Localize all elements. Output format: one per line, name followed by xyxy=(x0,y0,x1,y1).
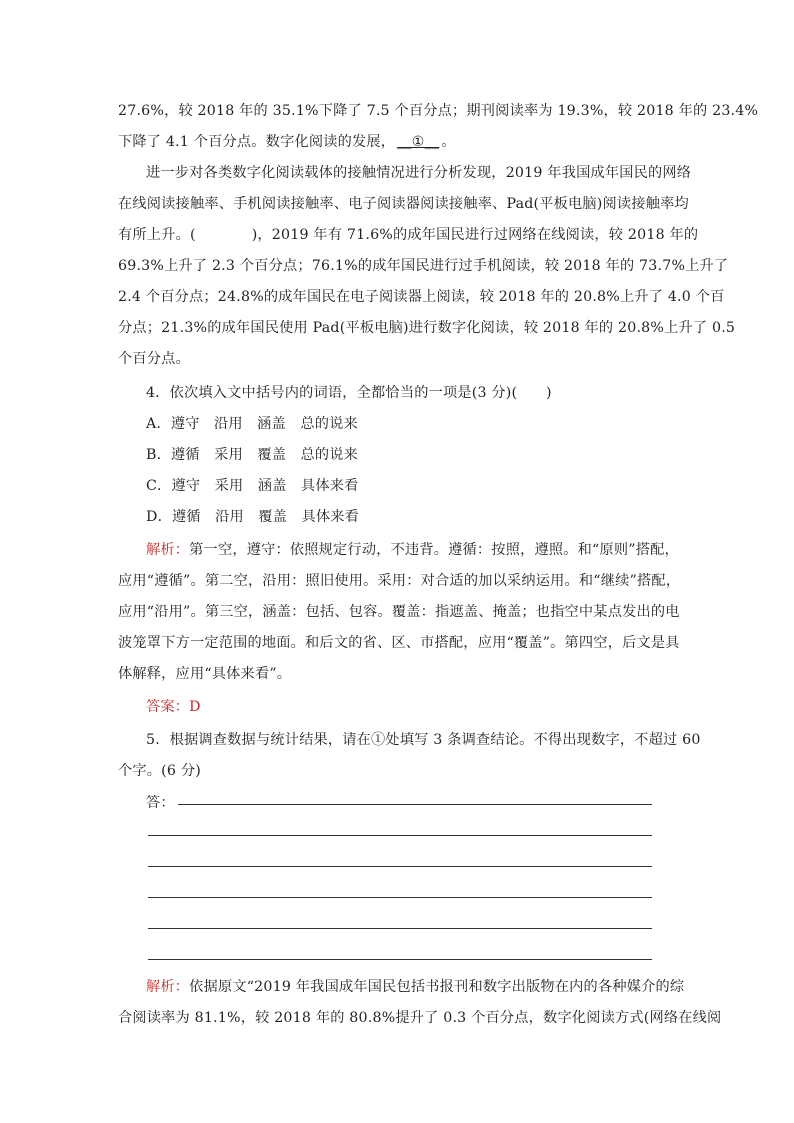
answer-prompt: 答： xyxy=(146,795,175,811)
question-4-stem: 4．依次填入文中括号内的词语，全都恰当的一项是(3 分)( ) xyxy=(146,385,552,401)
analysis-line: 体解释，应用“具体来看”。 xyxy=(118,666,292,682)
analysis-label: 解析： xyxy=(146,542,190,558)
text-line: 2.4 个百分点；24.8%的成年国民在电子阅读器上阅读，较 2018 年的 20.8%上升了 4.0 个百 xyxy=(118,289,725,305)
question-5-stem: 个字。(6 分) xyxy=(118,763,201,779)
analysis-label: 解析： xyxy=(146,979,190,995)
question-5-stem: 5．根据调查数据与统计结果，请在①处填写 3 条调查结论。不得出现数字，不超过 60 xyxy=(146,732,701,748)
answer-writing-line xyxy=(148,835,652,836)
answer-writing-line xyxy=(148,866,652,867)
answer-line-q4 xyxy=(146,692,693,723)
text-line: 在线阅读接触率、手机阅读接触率、电子阅读器阅读接触率、Pad(平板电脑)阅读接触率均 xyxy=(118,196,689,212)
answer-value: D xyxy=(189,699,201,715)
text-line: 个百分点。 xyxy=(118,351,190,367)
text-line xyxy=(118,220,699,251)
text-fragment: 。 xyxy=(441,134,456,150)
option-b: B．遵循 采用 覆盖 总的说来 xyxy=(146,447,359,463)
analysis-line: 应用“遵循”。第二空，沿用：照旧使用。采用：对合适的加以采纳运用。和“继续”搭配， xyxy=(118,573,681,589)
answer-label: 答案： xyxy=(146,699,190,715)
analysis-line: 波笼罩下方一定范围的地面。和后文的省、区、市搭配，应用“覆盖”。第四空，后文是具 xyxy=(118,635,680,651)
answer-writing-line xyxy=(148,928,652,929)
text-fragment: 有所上升。( xyxy=(118,227,196,243)
option-d: D．遵循 沿用 覆盖 具体来看 xyxy=(146,509,360,525)
option-a: A．遵守 沿用 涵盖 总的说来 xyxy=(146,416,358,432)
blank-marker-1: __①__ xyxy=(397,134,440,150)
text-line: 分点；21.3%的成年国民使用 Pad(平板电脑)进行数字化阅读，较 2018 年的 20.8%上升了 0.5 xyxy=(118,320,736,336)
text-line xyxy=(118,127,693,158)
answer-writing-line xyxy=(148,897,652,898)
answer-writing-line xyxy=(178,804,652,805)
text-fragment: 第一空，遵守：依照规定行动，不违背。遵循：按照，遵照。和“原则”搭配， xyxy=(189,542,679,558)
text-line: 27.6%，较 2018 年的 35.1%下降了 7.5 个百分点；期刊阅读率为 19.3%，较 2018 年的 23.4% xyxy=(118,103,759,119)
analysis-line: 合阅读率为 81.1%，较 2018 年的 80.8%提升了 0.3 个百分点，数字化阅读方式(网络在线阅 xyxy=(118,1010,722,1026)
text-fragment: 下降了 4.1 个百分点。数字化阅读的发展， xyxy=(118,134,396,150)
text-line: 69.3%上升了 2.3 个百分点；76.1%的成年国民进行过手机阅读，较 2018 年的 73.7%上升了 xyxy=(118,258,729,274)
text-line: 进一步对各类数字化阅读载体的接触情况进行分析发现，2019 年我国成年国民的网络 xyxy=(146,165,692,181)
analysis-line: 应用“沿用”。第三空，涵盖：包括、包容。覆盖：指遮盖、掩盖；也指空中某点发出的电 xyxy=(118,604,680,620)
option-c: C．遵守 采用 涵盖 具体来看 xyxy=(146,478,359,494)
analysis-line xyxy=(146,535,693,566)
answer-writing-line xyxy=(148,959,652,960)
text-fragment: 依据原文“2019 年我国成年国民包括书报刊和数字出版物在内的各种媒介的综 xyxy=(189,979,685,995)
analysis-line xyxy=(146,972,693,1003)
text-fragment: )，2019 年有 71.6%的成年国民进行过网络在线阅读，较 2018 年的 xyxy=(251,227,699,243)
